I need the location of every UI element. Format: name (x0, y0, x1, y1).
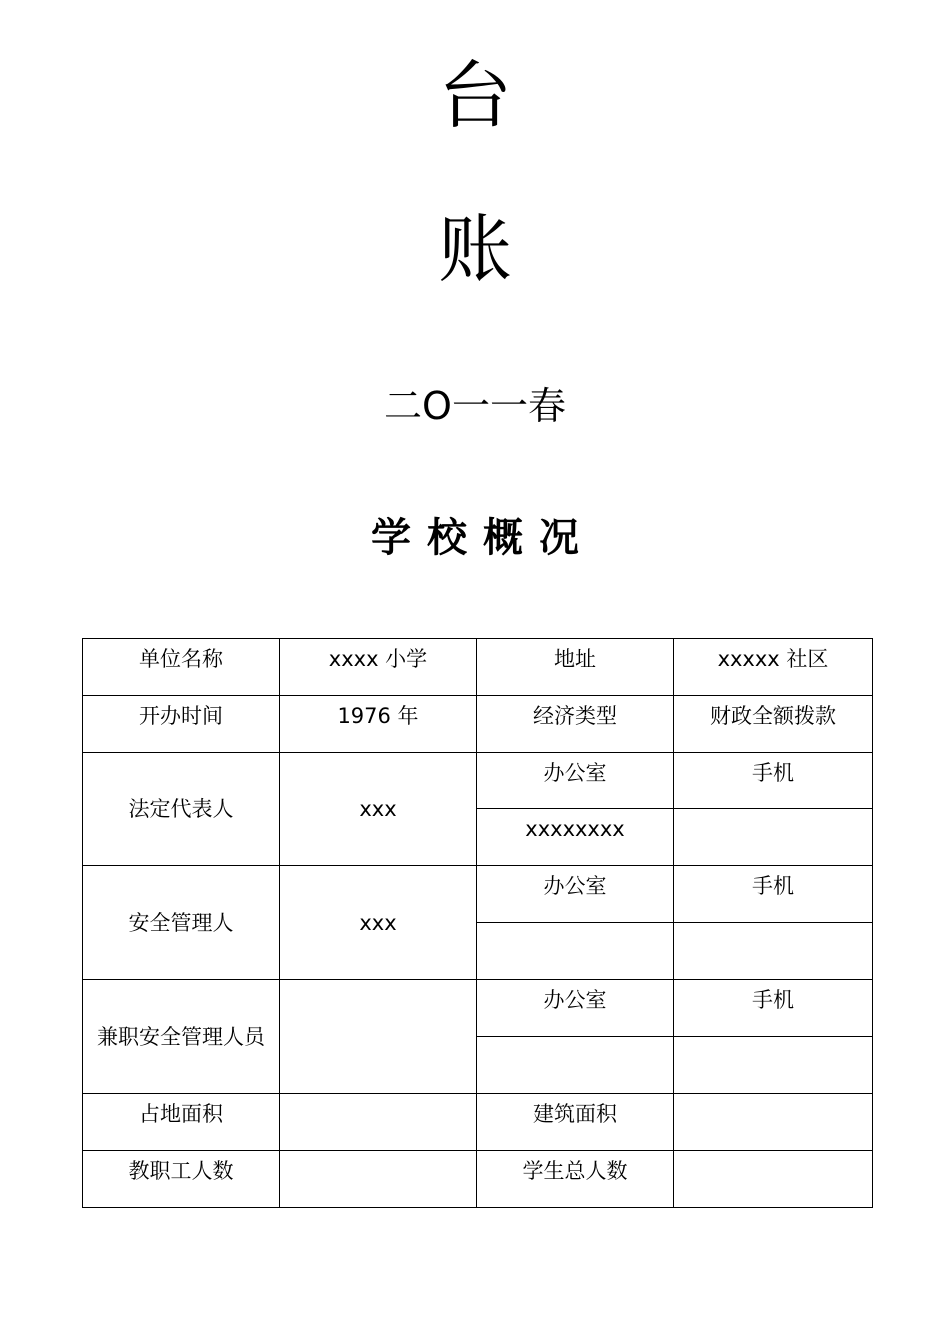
legal-rep-mobile-value (674, 809, 873, 866)
title-char-1: 台 (438, 53, 512, 139)
safety-manager-value: xxx (280, 866, 477, 980)
land-area-label: 占地面积 (83, 1094, 280, 1151)
parttime-safety-label: 兼职安全管理人员 (83, 980, 280, 1094)
year-label: 二O一一春 (384, 384, 566, 428)
table-row (83, 980, 873, 1037)
safety-manager-label: 安全管理人 (83, 866, 280, 980)
legal-rep-value: xxx (280, 753, 477, 866)
legal-rep-office-value: xxxxxxxx (477, 809, 674, 866)
economy-type-label: 经济类型 (477, 696, 674, 753)
legal-rep-label: 法定代表人 (83, 753, 280, 866)
school-overview-table (82, 638, 873, 1208)
table-row (83, 866, 873, 923)
section-title: 学校概况 (371, 515, 595, 561)
table-row (83, 696, 873, 753)
table-row (83, 639, 873, 696)
address-label: 地址 (477, 639, 674, 696)
title-char-2: 账 (438, 207, 512, 293)
safety-manager-office-value (477, 923, 674, 980)
unit-name-value: xxxx 小学 (280, 639, 477, 696)
safety-manager-mobile-label: 手机 (674, 866, 873, 923)
safety-manager-mobile-value (674, 923, 873, 980)
building-area-label: 建筑面积 (477, 1094, 674, 1151)
founded-value: 1976 年 (280, 696, 477, 753)
parttime-office-value (477, 1037, 674, 1094)
economy-type-value: 财政全额拨款 (674, 696, 873, 753)
parttime-office-label: 办公室 (477, 980, 674, 1037)
unit-name-label: 单位名称 (83, 639, 280, 696)
student-count-label: 学生总人数 (477, 1151, 674, 1208)
legal-rep-office-label: 办公室 (477, 753, 674, 809)
land-area-value (280, 1094, 477, 1151)
parttime-mobile-value (674, 1037, 873, 1094)
staff-count-value (280, 1151, 477, 1208)
address-value: xxxxx 社区 (674, 639, 873, 696)
table-row (83, 1151, 873, 1208)
building-area-value (674, 1094, 873, 1151)
student-count-value (674, 1151, 873, 1208)
parttime-mobile-label: 手机 (674, 980, 873, 1037)
parttime-safety-value (280, 980, 477, 1094)
staff-count-label: 教职工人数 (83, 1151, 280, 1208)
table-row (83, 1094, 873, 1151)
legal-rep-mobile-label: 手机 (674, 753, 873, 809)
table-row (83, 753, 873, 809)
founded-label: 开办时间 (83, 696, 280, 753)
safety-manager-office-label: 办公室 (477, 866, 674, 923)
